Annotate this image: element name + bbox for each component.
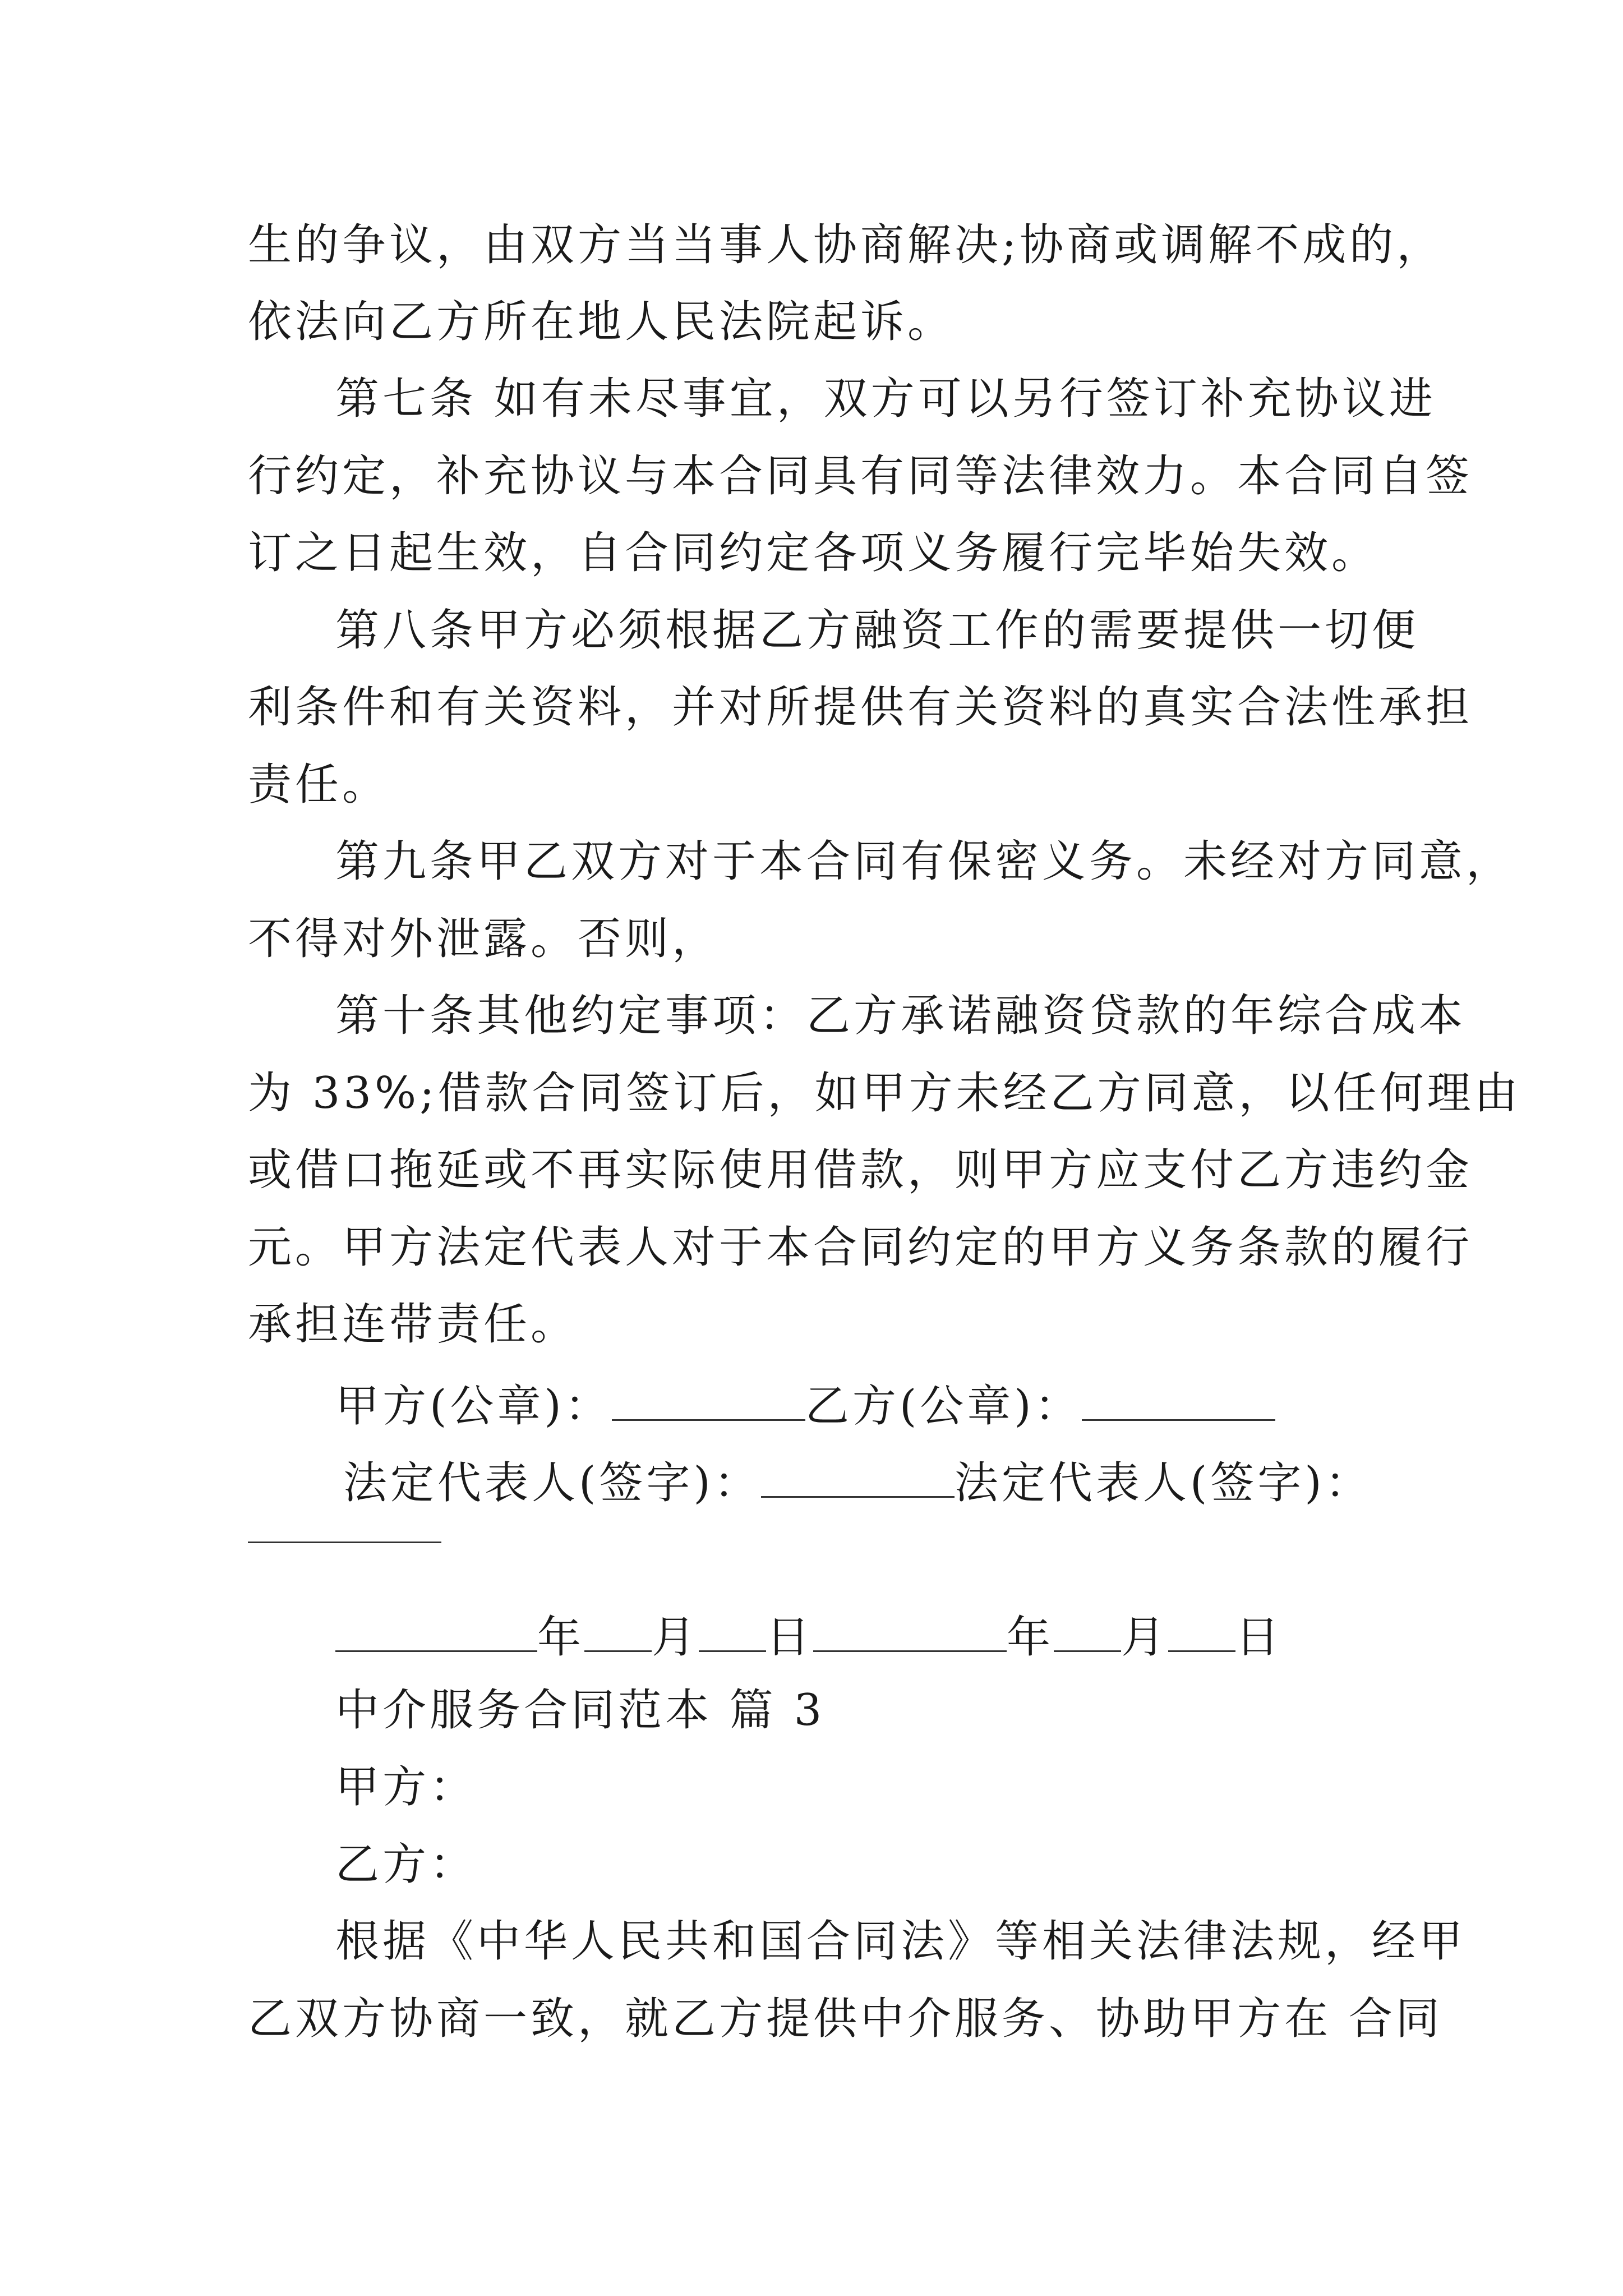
- month-a-blank: [584, 1611, 652, 1652]
- day-a-blank: [699, 1611, 766, 1652]
- year-a-label: 年: [537, 1612, 585, 1663]
- party-a-line: 甲方：: [335, 1762, 477, 1812]
- day-b-label: 日: [1235, 1612, 1283, 1663]
- representative-line: [343, 1457, 1372, 1509]
- text-line: 根据《中华人民共和国合同法》等相关法律法规，经甲: [335, 1916, 1467, 1967]
- rep-b-blank: [248, 1542, 441, 1543]
- text-line: 不得对外泄露。否则，: [248, 914, 720, 964]
- date-line: [335, 1611, 1283, 1663]
- day-b-blank: [1168, 1611, 1235, 1652]
- party-b-seal-blank: [1082, 1380, 1275, 1421]
- seal-line: [335, 1380, 1275, 1432]
- text-line: 或借口拖延或不再实际使用借款，则甲方应支付乙方违约金: [248, 1145, 1473, 1195]
- text-line: 为 33%;借款合同签订后，如甲方未经乙方同意，以任何理由: [248, 1068, 1521, 1119]
- month-b-label: 月: [1121, 1612, 1169, 1663]
- text-line: 承担连带责任。: [248, 1299, 578, 1350]
- year-b-blank: [813, 1611, 1007, 1652]
- text-line: 订之日起生效，自合同约定各项义务履行完毕始失效。: [248, 528, 1379, 578]
- month-b-blank: [1054, 1611, 1121, 1652]
- party-a-seal-blank: [612, 1380, 805, 1421]
- section-title: 中介服务合同范本 篇 3: [335, 1685, 826, 1736]
- year-b-label: 年: [1007, 1612, 1054, 1663]
- text-line: 元。甲方法定代表人对于本合同约定的甲方义务条款的履行: [248, 1222, 1473, 1273]
- rep-b-label: 法定代表人(签字)：: [954, 1458, 1372, 1509]
- month-a-label: 月: [652, 1612, 699, 1663]
- text-line: 第八条甲方必须根据乙方融资工作的需要提供一切便: [335, 605, 1419, 656]
- text-line: 第九条甲乙双方对于本合同有保密义务。未经对方同意，: [335, 836, 1514, 887]
- text-line: 第七条 如有未尽事宜，双方可以另行签订补充协议进: [335, 374, 1436, 424]
- day-a-label: 日: [766, 1612, 814, 1663]
- party-a-seal-label: 甲方(公章)：: [335, 1381, 612, 1432]
- text-line: 依法向乙方所在地人民法院起诉。: [248, 297, 955, 347]
- year-a-blank: [335, 1611, 537, 1652]
- text-line: 责任。: [248, 760, 390, 810]
- text-line: 利条件和有关资料，并对所提供有关资料的真实合法性承担: [248, 682, 1473, 733]
- text-line: 第十条其他约定事项：乙方承诺融资贷款的年综合成本: [335, 991, 1467, 1041]
- text-line: 生的争议，由双方当当事人协商解决;协商或调解不成的，: [248, 220, 1444, 270]
- rep-a-blank: [761, 1457, 955, 1498]
- party-b-line: 乙方：: [335, 1839, 477, 1890]
- text-line: 行约定，补充协议与本合同具有同等法律效力。本合同自签: [248, 451, 1473, 501]
- party-b-seal-label: 乙方(公章)：: [805, 1381, 1082, 1432]
- text-line: 乙双方协商一致，就乙方提供中介服务、协助甲方在 合同: [248, 1994, 1443, 2044]
- rep-a-label: 法定代表人(签字)：: [343, 1458, 761, 1509]
